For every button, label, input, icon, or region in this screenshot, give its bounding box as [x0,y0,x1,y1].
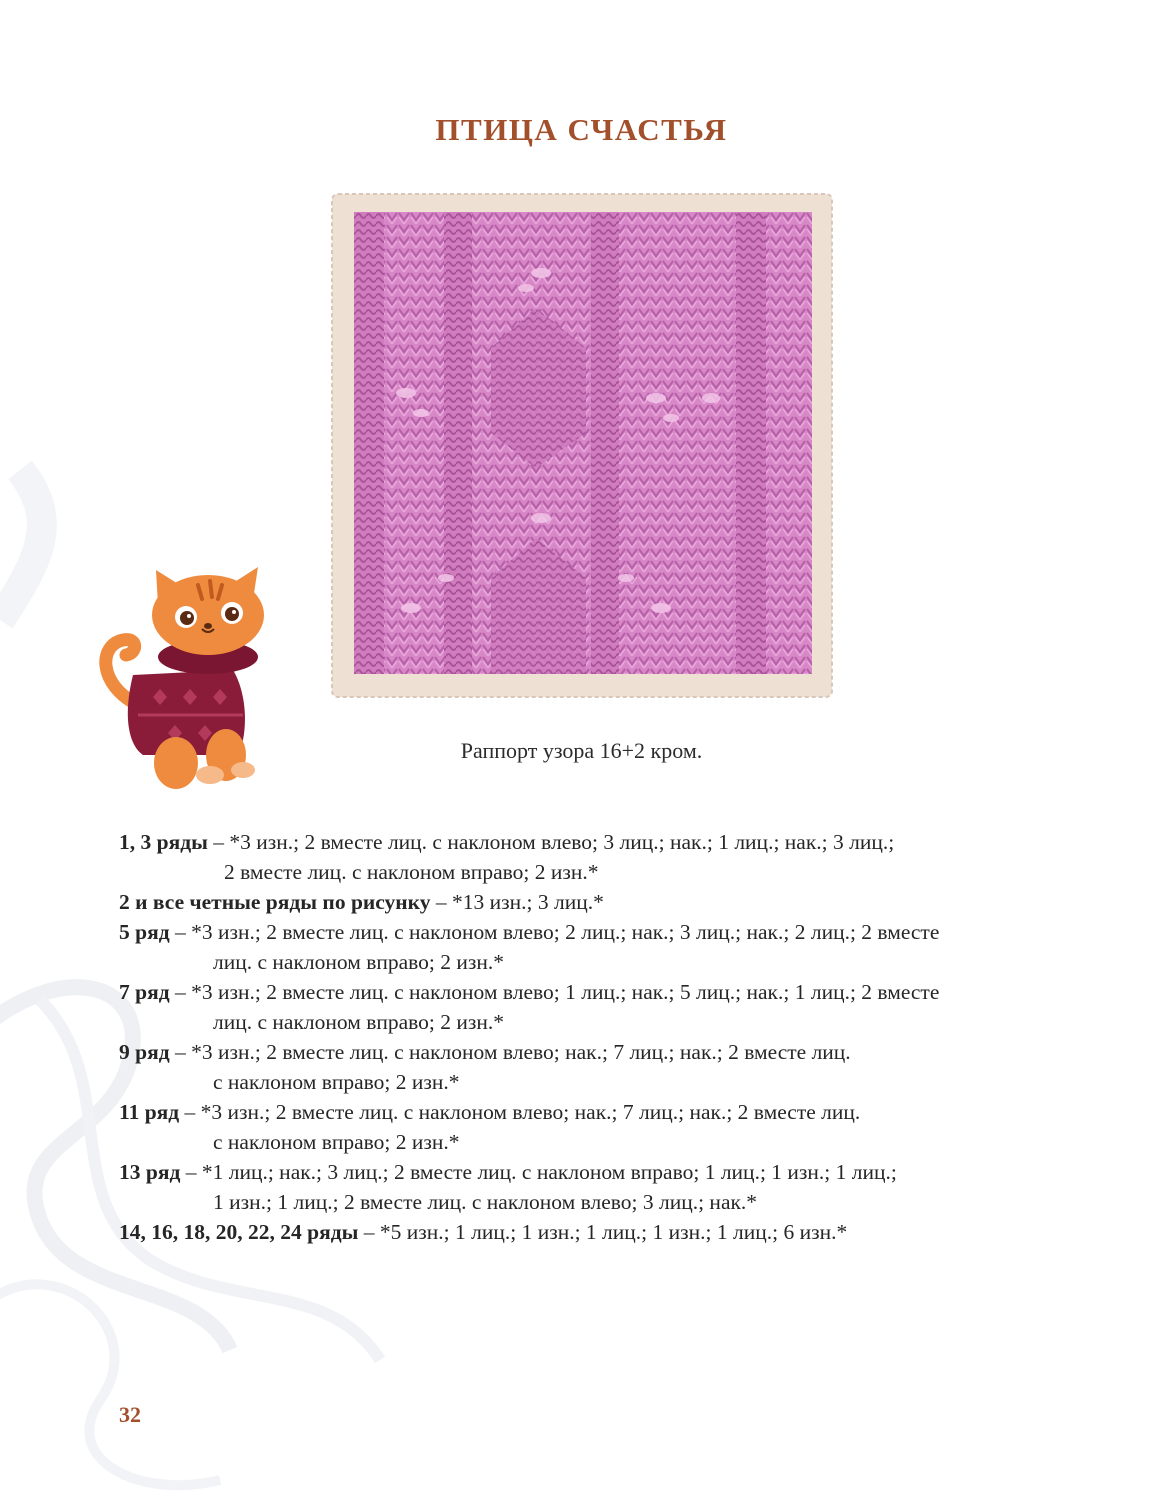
cat-in-sweater-illustration [98,565,268,797]
row-text: – *5 изн.; 1 лиц.; 1 изн.; 1 лиц.; 1 изн.; 1 лиц.; 6 изн.* [358,1220,848,1244]
instruction-row [119,917,1047,977]
row-text: – *3 изн.; 2 вместе лиц. с наклоном влево; 1 лиц.; нак.; 5 лиц.; нак.; 1 лиц.; 2 вместе [169,980,940,1004]
row-text-continuation: с наклоном вправо; 2 изн.* [213,1070,460,1094]
row-text-continuation: с наклоном вправо; 2 изн.* [213,1130,460,1154]
row-text: – *3 изн.; 2 вместе лиц. с наклоном влево; нак.; 7 лиц.; нак.; 2 вместе лиц. [179,1100,861,1124]
row-label: 14, 16, 18, 20, 22, 24 ряды [119,1220,359,1244]
page-title: ПТИЦА СЧАСТЬЯ [435,112,728,147]
row-text: – *3 изн.; 2 вместе лиц. с наклоном влево; 3 лиц.; нак.; 1 лиц.; нак.; 3 лиц.; [207,830,895,854]
row-text-continuation: лиц. с наклоном вправо; 2 изн.* [213,1010,505,1034]
row-label: 7 ряд [119,980,170,1004]
page-number: 32 [119,1402,141,1427]
instruction-row [119,1217,1047,1247]
row-text-continuation: лиц. с наклоном вправо; 2 изн.* [213,950,505,974]
instruction-row [119,1037,1047,1097]
instruction-row [119,1097,1047,1157]
knitting-sample-photo [326,188,838,703]
row-text: – *13 изн.; 3 лиц.* [430,890,604,914]
row-text-continuation: 1 изн.; 1 лиц.; 2 вместе лиц. с наклоном влево; 3 лиц.; нак.* [213,1190,758,1214]
knitting-instructions [119,827,1047,1247]
row-text: – *3 изн.; 2 вместе лиц. с наклоном влево; 2 лиц.; нак.; 3 лиц.; нак.; 2 лиц.; 2 вместе [169,920,940,944]
row-label: 5 ряд [119,920,170,944]
row-label: 2 и все четные ряды по рисунку [119,890,431,914]
row-text-continuation: 2 вместе лиц. с наклоном вправо; 2 изн.* [224,860,599,884]
pattern-repeat-caption: Раппорт узора 16+2 кром. [460,738,703,763]
row-text: – *3 изн.; 2 вместе лиц. с наклоном влево; нак.; 7 лиц.; нак.; 2 вместе лиц. [169,1040,851,1064]
row-text: – *1 лиц.; нак.; 3 лиц.; 2 вместе лиц. с наклоном вправо; 1 лиц.; 1 изн.; 1 лиц.; [180,1160,897,1184]
instruction-row [119,1157,1047,1217]
row-label: 9 ряд [119,1040,170,1064]
instruction-row [119,887,1047,917]
instruction-row [119,827,1047,887]
row-label: 1, 3 ряды [119,830,208,854]
row-label: 11 ряд [119,1100,180,1124]
row-label: 13 ряд [119,1160,181,1184]
instruction-row [119,977,1047,1037]
